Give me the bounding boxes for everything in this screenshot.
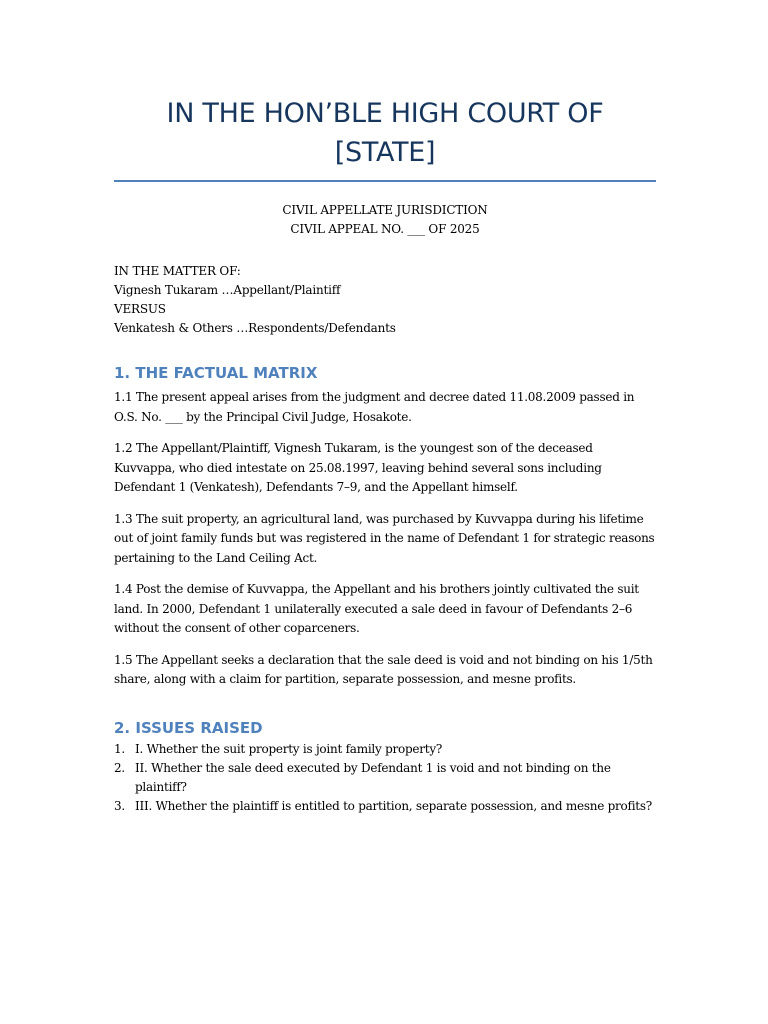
list-item: [114, 759, 656, 797]
list-item-text: I. Whether the suit property is joint family property?: [135, 741, 443, 756]
list-item-number: 2.: [114, 760, 125, 775]
respondents-line: Venkatesh & Others …Respondents/Defendants: [114, 321, 396, 335]
title-divider: [114, 180, 656, 182]
paragraph-1-4: 1.4 Post the demise of Kuvvappa, the Appellant and his brothers jointly cultivated the suit land. In 2000, Defendant 1 unilaterally executed a sale deed in favour of Defendants 2–6 without the consent of other coparceners.: [114, 582, 639, 635]
list-item: [114, 740, 656, 759]
versus-line: VERSUS: [114, 302, 166, 316]
jurisdiction-line: CIVIL APPELLATE JURISDICTION: [282, 203, 488, 217]
paragraph-1-2: 1.2 The Appellant/Plaintiff, Vignesh Tukaram, is the youngest son of the deceased Kuvvappa, who died intestate on 25.08.1997, leaving behind several sons including Defendant 1 (Venkatesh), Defendants 7–9, and the Appellant himself.: [114, 441, 602, 494]
jurisdiction-block: [114, 201, 656, 239]
list-item-text: II. Whether the sale deed executed by Defendant 1 is void and not binding on the plaintiff?: [135, 760, 611, 794]
document-title: IN THE HON’BLE HIGH COURT OF [STATE]: [166, 98, 604, 168]
appeal-number-line: CIVIL APPEAL NO. ___ OF 2025: [290, 222, 480, 236]
section-heading-issues-raised: 2. ISSUES RAISED: [114, 718, 263, 737]
list-item-text: III. Whether the plaintiff is entitled to partition, separate possession, and mesne profits?: [135, 798, 652, 813]
list-item: [114, 797, 656, 816]
section-heading-factual-matrix: 1. THE FACTUAL MATRIX: [114, 364, 318, 382]
matter-block: [114, 262, 656, 338]
document-page: [114, 94, 656, 816]
matter-heading: IN THE MATTER OF:: [114, 264, 241, 278]
paragraph-1-1: 1.1 The present appeal arises from the judgment and decree dated 11.08.2009 passed in O.S. No. ___ by the Principal Civil Judge, Hosakote.: [114, 390, 635, 424]
issues-list: [114, 740, 656, 816]
paragraph-1-3: 1.3 The suit property, an agricultural land, was purchased by Kuvvappa during his lifetime out of joint family funds but was registered in the name of Defendant 1 for strategic reasons pertaining to the Land Ceiling Act.: [114, 511, 655, 565]
appellant-line: Vignesh Tukaram …Appellant/Plaintiff: [114, 283, 341, 297]
list-item-number: 3.: [114, 798, 125, 813]
paragraph-1-5: 1.5 The Appellant seeks a declaration that the sale deed is void and not binding on his 1/5th share, along with a claim for partition, separate possession, and mesne profits.: [114, 652, 653, 686]
list-item-number: 1.: [114, 741, 125, 756]
